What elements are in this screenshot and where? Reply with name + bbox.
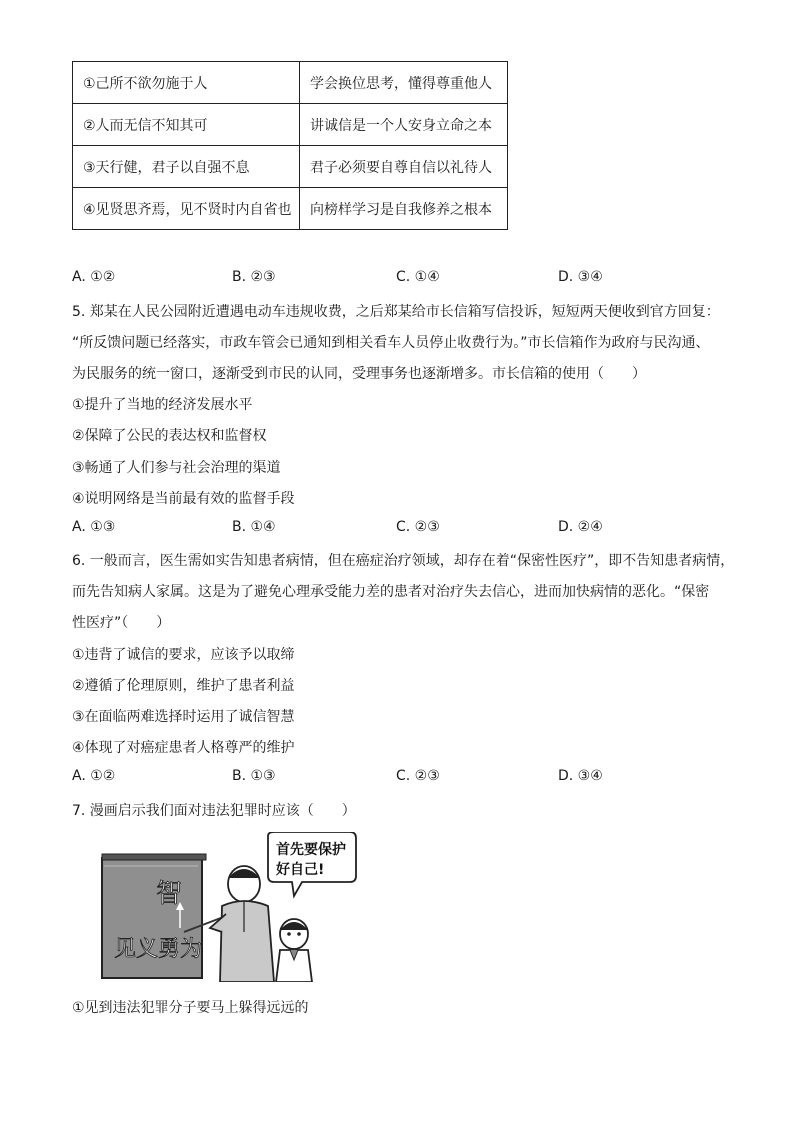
q7-stem: 7. 漫画启示我们面对违法犯罪时应该（ ） bbox=[72, 803, 356, 819]
teacher-figure bbox=[210, 866, 274, 982]
bubble-line-1: 首先要保护 bbox=[276, 842, 346, 858]
q5-item: ③畅通了人们参与社会治理的渠道 bbox=[72, 460, 281, 476]
bubble-line-2: 好自己! bbox=[276, 862, 325, 878]
q5-item: ②保障了公民的表达权和监督权 bbox=[72, 428, 267, 444]
q6-item: ②遵循了伦理原则，维护了患者利益 bbox=[72, 678, 295, 694]
q7-item: ①见到违法犯罪分子要马上躲得远远的 bbox=[72, 1000, 309, 1016]
q6-item: ①违背了诚信的要求，应该予以取缔 bbox=[72, 647, 295, 663]
q4-option-b: B. ②③ bbox=[232, 269, 276, 285]
q5-stem-line: 为民服务的统一窗口，逐渐受到市民的认同，受理事务也逐渐增多。市长信箱的使用（ ） bbox=[72, 366, 646, 382]
cartoon-illustration bbox=[98, 832, 360, 982]
table-row bbox=[73, 146, 508, 188]
table-cell: 向榜样学习是自我修养之根本 bbox=[300, 188, 508, 230]
table-cell: 讲诚信是一个人安身立命之本 bbox=[300, 104, 508, 146]
q6-stem-line: 6. 一般而言，医生需如实告知患者病情，但在癌症治疗领域，却存在着“保密性医疗”，即不告知患者病情， bbox=[72, 553, 735, 569]
board-added-char: 智 bbox=[156, 879, 183, 909]
table-row bbox=[73, 188, 508, 230]
q5-option-a: A. ①③ bbox=[72, 519, 116, 535]
q5-option-c: C. ②③ bbox=[396, 519, 440, 535]
q5-option-b: B. ①④ bbox=[232, 519, 276, 535]
table-cell: ①己所不欲勿施于人 bbox=[73, 62, 300, 104]
q5-stem-line: “所反馈问题已经落实，市政车管会已通知到相关看车人员停止收费行为。”市长信箱作为政府与民沟通、 bbox=[72, 335, 710, 351]
q5-item: ①提升了当地的经济发展水平 bbox=[72, 397, 253, 413]
table-row bbox=[73, 62, 508, 104]
q5-option-d: D. ②④ bbox=[558, 519, 603, 535]
table-cell: ②人而无信不知其可 bbox=[73, 104, 300, 146]
table-cell: ④见贤思齐焉，见不贤时内自省也 bbox=[73, 188, 300, 230]
table-cell: ③天行健，君子以自强不息 bbox=[73, 146, 300, 188]
board-top-bar bbox=[102, 854, 206, 860]
table-cell: 学会换位思考，懂得尊重他人 bbox=[300, 62, 508, 104]
board-text: 见义勇为 bbox=[114, 937, 203, 962]
speech-bubble bbox=[268, 832, 356, 896]
q6-option-c: C. ②③ bbox=[396, 768, 440, 784]
q6-item: ③在面临两难选择时运用了诚信智慧 bbox=[72, 709, 295, 725]
q5-item: ④说明网络是当前最有效的监督手段 bbox=[72, 491, 295, 507]
q4-option-a: A. ①② bbox=[72, 269, 116, 285]
q6-stem-line: 性医疗”（ ） bbox=[72, 615, 171, 631]
comparison-table bbox=[72, 61, 508, 230]
q5-stem-line: 5. 郑某在人民公园附近遭遇电动车违规收费，之后郑某给市长信箱写信投诉，短短两天便收到官方回复： bbox=[72, 304, 720, 320]
table-cell: 君子必须要自尊自信以礼待人 bbox=[300, 146, 508, 188]
q4-option-c: C. ①④ bbox=[396, 269, 440, 285]
table-row bbox=[73, 104, 508, 146]
child-figure bbox=[276, 919, 312, 982]
q6-stem-line: 而先告知病人家属。这是为了避免心理承受能力差的患者对治疗失去信心，进而加快病情的恶化。“保密 bbox=[72, 584, 710, 600]
q6-option-b: B. ①③ bbox=[232, 768, 276, 784]
q6-option-d: D. ③④ bbox=[558, 768, 603, 784]
q6-item: ④体现了对癌症患者人格尊严的维护 bbox=[72, 740, 295, 756]
q4-option-d: D. ③④ bbox=[558, 269, 603, 285]
q6-option-a: A. ①② bbox=[72, 768, 116, 784]
